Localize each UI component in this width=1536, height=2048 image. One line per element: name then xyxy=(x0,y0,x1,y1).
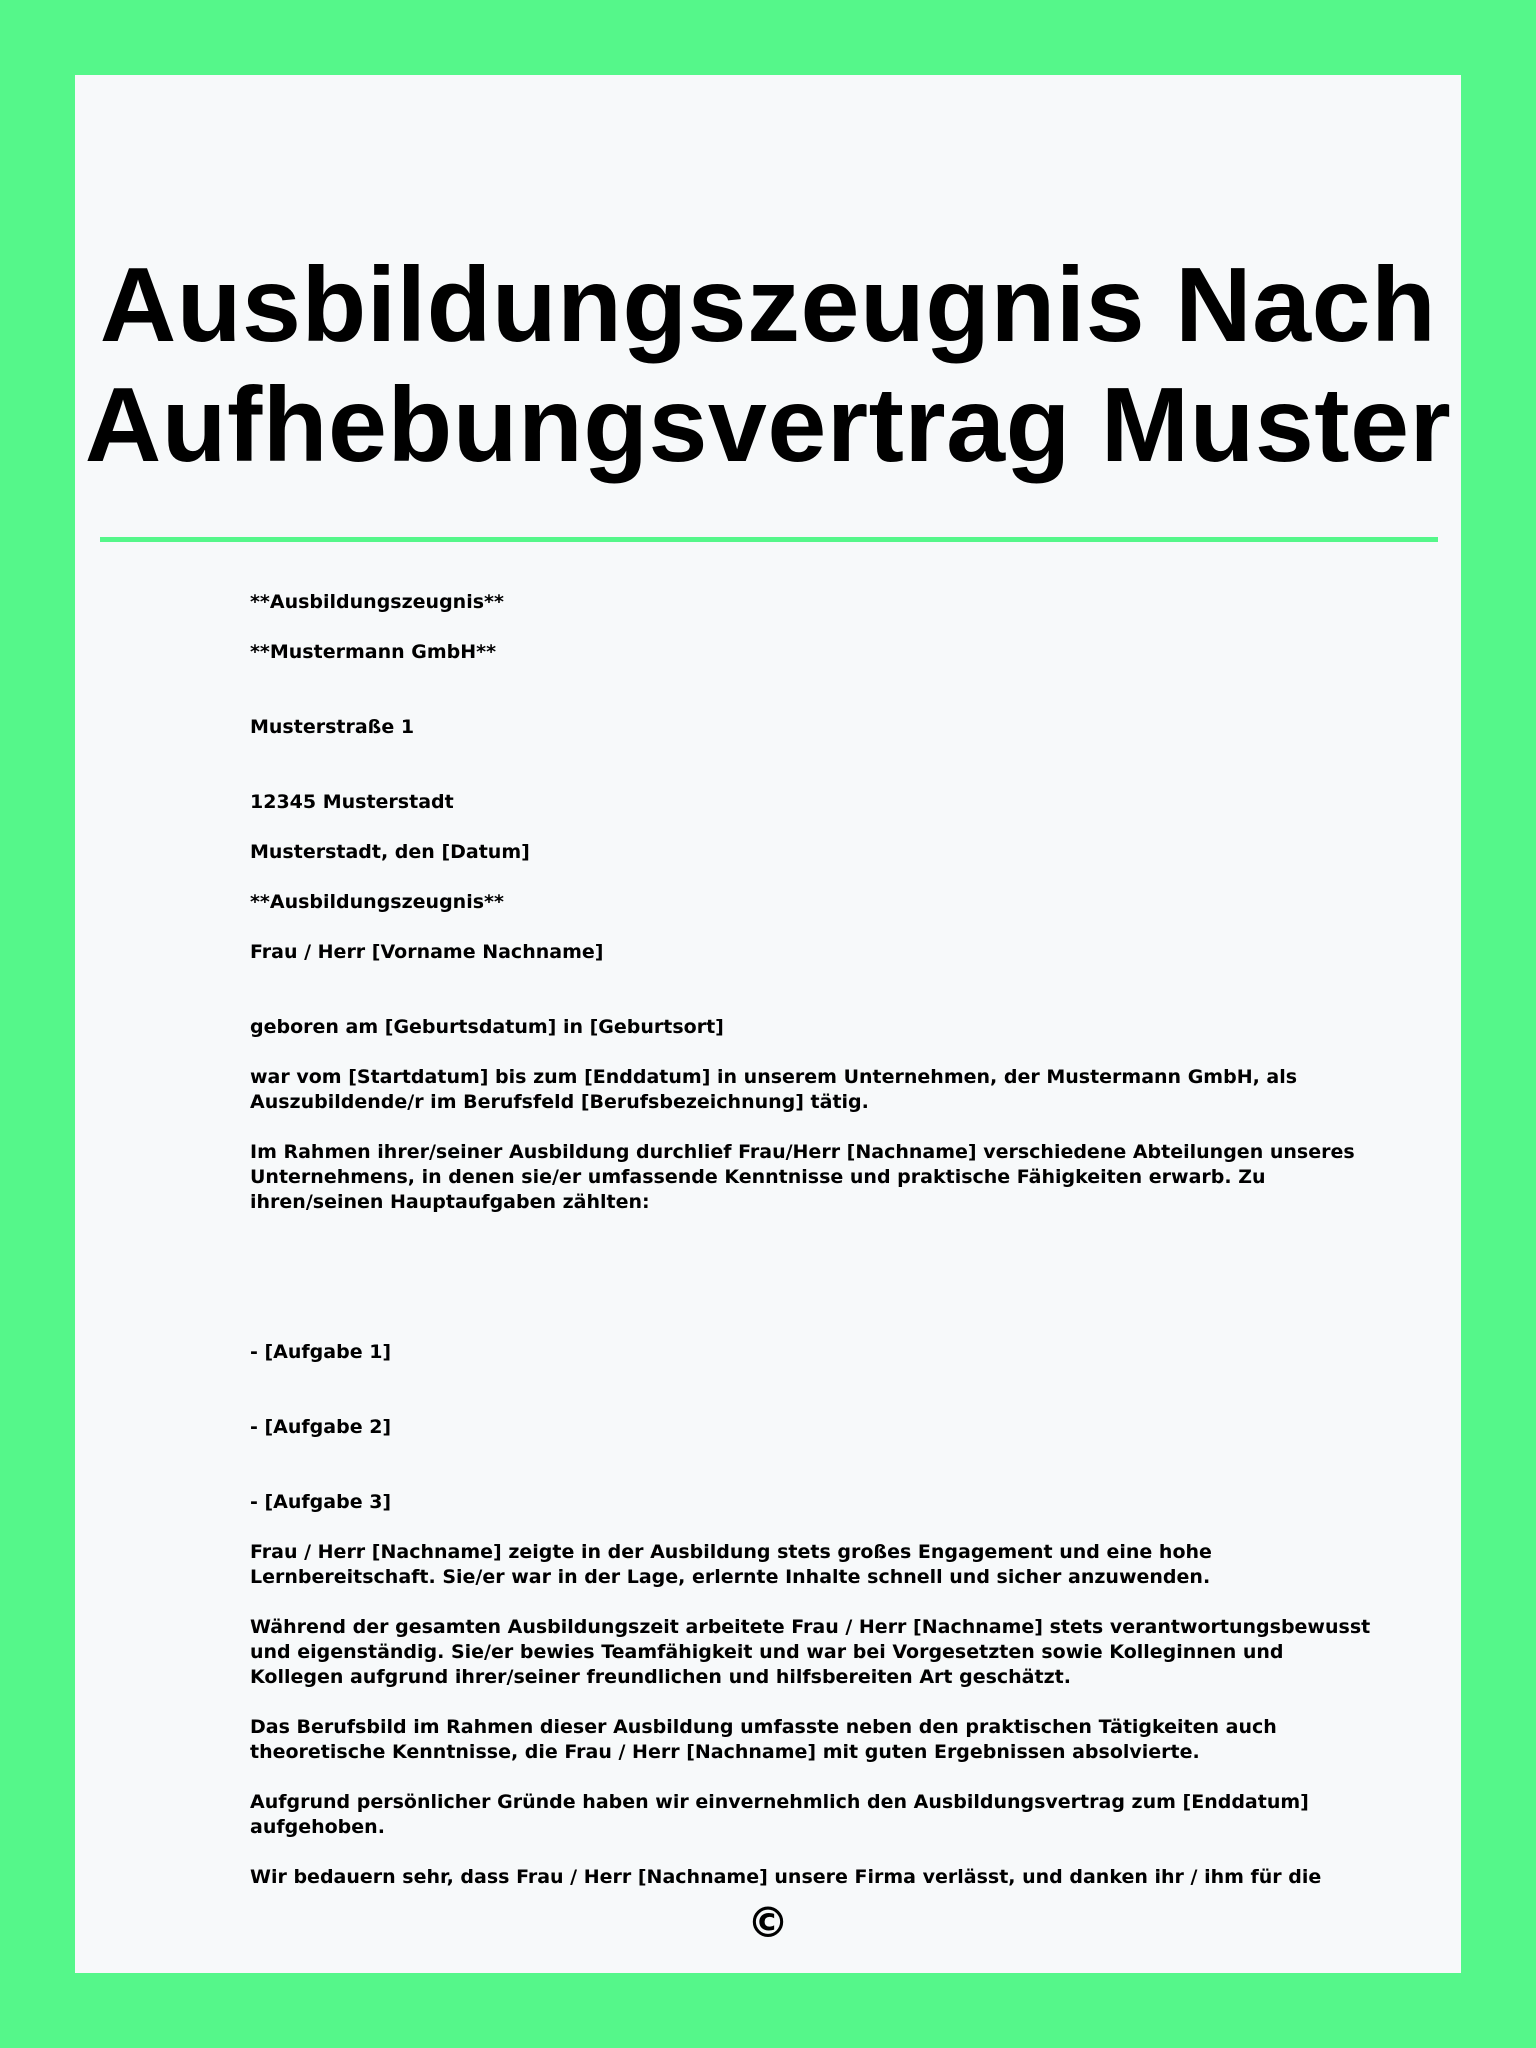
task-item-2: - [Aufgabe 2] xyxy=(250,1416,392,1438)
page-title-line-1: Ausbildungszeugnis Nach xyxy=(99,246,1437,364)
place-date-line: Musterstadt, den [Datum] xyxy=(250,841,530,863)
company-city: 12345 Musterstadt xyxy=(250,791,454,813)
conduct-paragraph: Während der gesamten Ausbildungszeit arbeitete Frau / Herr [Nachname] stets verantwortungsbewusst und eigenständig. Sie/er bewies Teamfähigkeit und war bei Vorgesetzten sowie Kolleginnen und Kollegen aufgrund ihrer/seiner freundlichen und hilfsbereiten Art geschätzt. xyxy=(250,1616,1371,1688)
company-street: Musterstraße 1 xyxy=(250,716,415,738)
title-divider xyxy=(100,537,1438,542)
heading-zeugnis: **Ausbildungszeugnis** xyxy=(250,591,504,613)
copyright-icon: © xyxy=(747,1898,789,1947)
birth-line: geboren am [Geburtsdatum] in [Geburtsort] xyxy=(250,1016,724,1038)
page-title-line-2: Aufhebungsvertrag Muster xyxy=(84,366,1452,484)
company-name: **Mustermann GmbH** xyxy=(250,641,497,663)
closing-paragraph: Wir bedauern sehr, dass Frau / Herr [Nachname] unsere Firma verlässt, und danken ihr / ihm für die xyxy=(250,1866,1322,1888)
employment-paragraph: war vom [Startdatum] bis zum [Enddatum] in unserem Unternehmen, der Mustermann GmbH, als Auszubildende/r im Berufsfeld [Berufsbezeichnung] tätig. xyxy=(250,1066,1298,1113)
termination-paragraph: Aufgrund persönlicher Gründe haben wir einvernehmlich den Ausbildungsvertrag zum [Enddatum] aufgehoben. xyxy=(250,1791,1309,1838)
page-title xyxy=(75,245,1461,485)
heading-zeugnis-repeat: **Ausbildungszeugnis** xyxy=(250,891,504,913)
document-page xyxy=(75,75,1461,1973)
engagement-paragraph: Frau / Herr [Nachname] zeigte in der Ausbildung stets großes Engagement und eine hohe Lernbereitschaft. Sie/er war in der Lage, erlernte Inhalte schnell und sicher anzuwenden. xyxy=(250,1541,1212,1588)
task-item-3: - [Aufgabe 3] xyxy=(250,1491,392,1513)
recipient-name: Frau / Herr [Vorname Nachname] xyxy=(250,941,604,963)
training-paragraph: Im Rahmen ihrer/seiner Ausbildung durchlief Frau/Herr [Nachname] verschiedene Abteilungen unseres Unternehmens, in denen sie/er umfassende Kenntnisse und praktische Fähigkeiten erwarb. Zu ihren/seinen Hauptaufgaben zählten: xyxy=(250,1141,1355,1213)
theory-paragraph: Das Berufsbild im Rahmen dieser Ausbildung umfasste neben den praktischen Tätigkeiten auch theoretische Kenntnisse, die Frau / Herr [Nachname] mit guten Ergebnissen absolvierte. xyxy=(250,1716,1277,1763)
task-item-1: - [Aufgabe 1] xyxy=(250,1341,392,1363)
